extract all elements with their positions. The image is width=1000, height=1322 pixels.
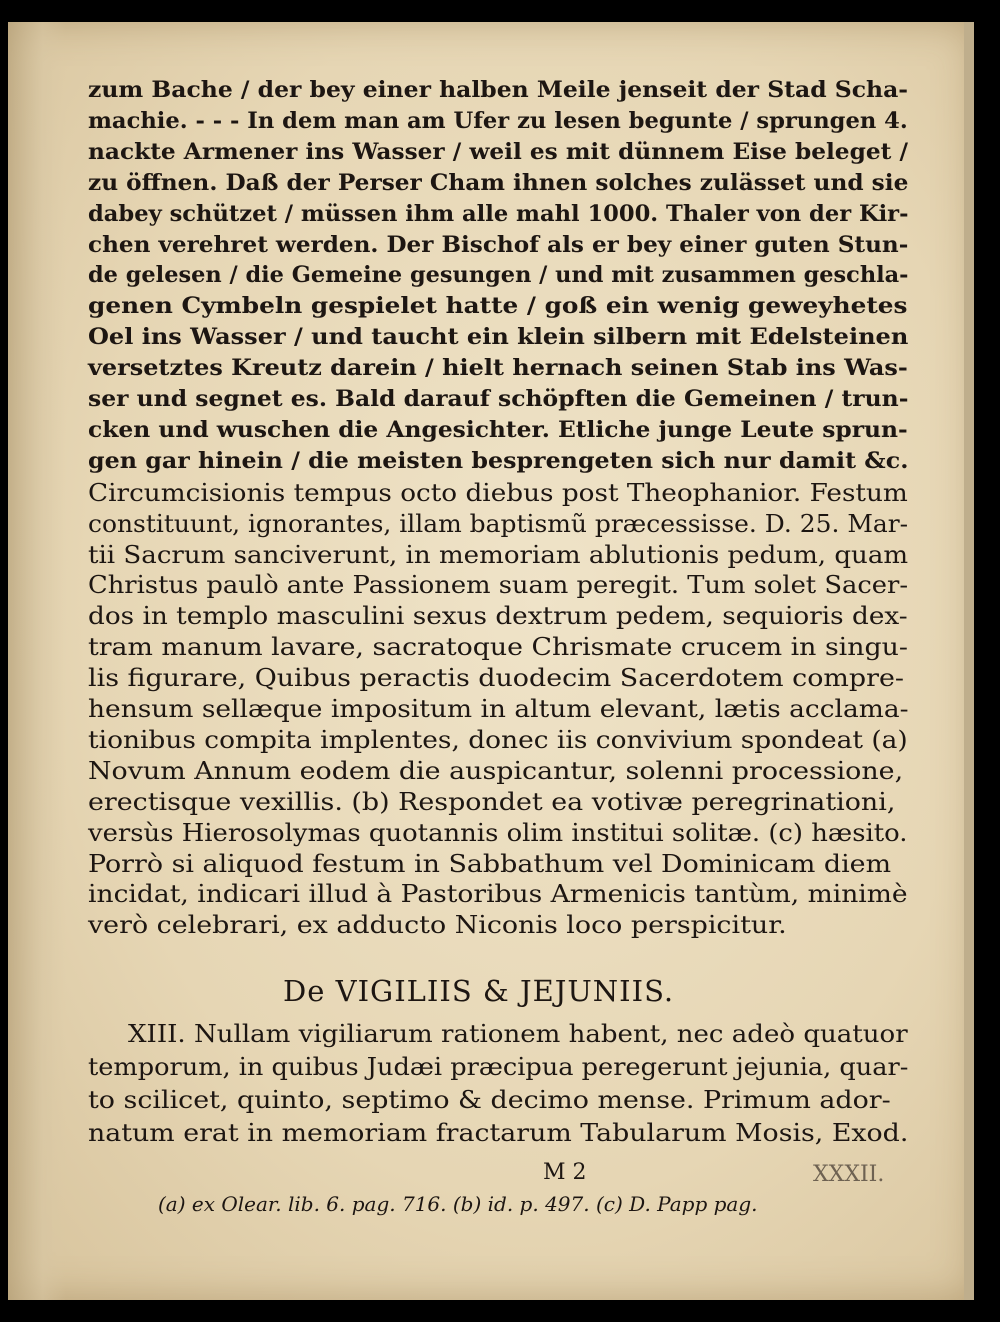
- text-line: versetztes Kreutz darein / hielt hernach seinen Stab ins Was-: [88, 355, 908, 382]
- text-line: cken und wuschen die Angesichter. Etliche junge Leute sprun-: [88, 416, 908, 443]
- signature-mark: M 2: [543, 1160, 587, 1185]
- page-edge: [964, 22, 974, 1300]
- text-line: incidat, indicari illud à Pastoribus Armenicis tantùm, minimè: [88, 880, 908, 909]
- text-line: nackte Armener ins Wasser / weil es mit dünnem Eise beleget /: [88, 138, 908, 165]
- footnotes: (a) ex Olear. lib. 6. pag. 716. (b) id. p. 497. (c) D. Papp pag.: [158, 1192, 758, 1216]
- text-line: to scilicet, quinto, septimo & decimo mense. Primum ador-: [88, 1086, 891, 1114]
- text-line: de gelesen / die Gemeine gesungen / und mit zusammen geschla-: [88, 262, 909, 289]
- text-line: Christus paulò ante Passionem suam peregit. Tum solet Sacer-: [88, 571, 909, 600]
- text-line: dos in templo masculini sexus dextrum pedem, sequioris dex-: [88, 602, 908, 631]
- text-line: Novum Annum eodem die auspicantur, solenni processione,: [88, 756, 904, 785]
- text-line: Porrò si aliquod festum in Sabbathum vel Dominicam diem: [88, 849, 892, 878]
- text-line: chen verehret werden. Der Bischof als er bey einer guten Stun-: [88, 231, 909, 258]
- text-line: ser und segnet es. Bald darauf schöpften die Gemeinen / trun-: [88, 386, 909, 412]
- text-line: Oel ins Wasser / und taucht ein klein silbern mit Edelsteinen: [88, 324, 909, 351]
- text-line: Circumcisionis tempus octo diebus post Theophanior. Festum: [88, 478, 908, 507]
- catchword: XXXII.: [813, 1162, 885, 1187]
- text-line: tii Sacrum sanciverunt, in memoriam ablutionis pedum, quam: [88, 540, 909, 569]
- text-line: zu öffnen. Daß der Perser Cham ihnen solches zulässet und sie: [88, 169, 909, 196]
- page-gutter-shadow: [8, 22, 66, 1300]
- text-line: XIII. Nullam vigiliarum rationem habent, nec adeò quatuor: [128, 1020, 908, 1048]
- text-line: tionibus compita implentes, donec iis convivium spondeat (a): [88, 725, 908, 754]
- text-line: lis figurare, Quibus peractis duodecim Sacerdotem compre-: [88, 664, 904, 693]
- text-line: constituunt, ignorantes, illam baptismũ præcessisse. D. 25. Mar-: [88, 509, 909, 538]
- section-heading: De VIGILIIS & JEJUNIIS.: [283, 974, 675, 1008]
- text-line: hensum sellæque impositum in altum elevant, lætis acclama-: [88, 695, 909, 723]
- text-line: gen gar hinein / die meisten besprengeten sich nur damit &c.: [88, 447, 909, 474]
- book-page: [8, 22, 974, 1300]
- text-line: temporum, in quibus Judæi præcipua peregerunt jejunia, quar-: [88, 1053, 909, 1081]
- text-line: versùs Hierosolymas quotannis olim institui solitæ. (c) hæsito.: [88, 818, 908, 847]
- text-line: erectisque vexillis. (b) Respondet ea votivæ peregrinationi,: [88, 787, 896, 816]
- text-line: tram manum lavare, sacratoque Chrismate crucem in singu-: [88, 633, 908, 662]
- text-line: genen Cymbeln gespielet hatte / goß ein wenig geweyhetes: [88, 293, 908, 320]
- text-line: zum Bache / der bey einer halben Meile jenseit der Stad Scha-: [88, 77, 909, 103]
- text-line: dabey schützet / müssen ihm alle mahl 1000. Thaler von der Kir-: [88, 200, 909, 227]
- text-line: natum erat in memoriam fractarum Tabularum Mosis, Exod.: [88, 1119, 909, 1147]
- text-line: machie. - - - In dem man am Ufer zu lesen begunte / sprungen 4.: [88, 107, 908, 134]
- text-line: verò celebrari, ex adducto Niconis loco perspicitur.: [88, 911, 787, 940]
